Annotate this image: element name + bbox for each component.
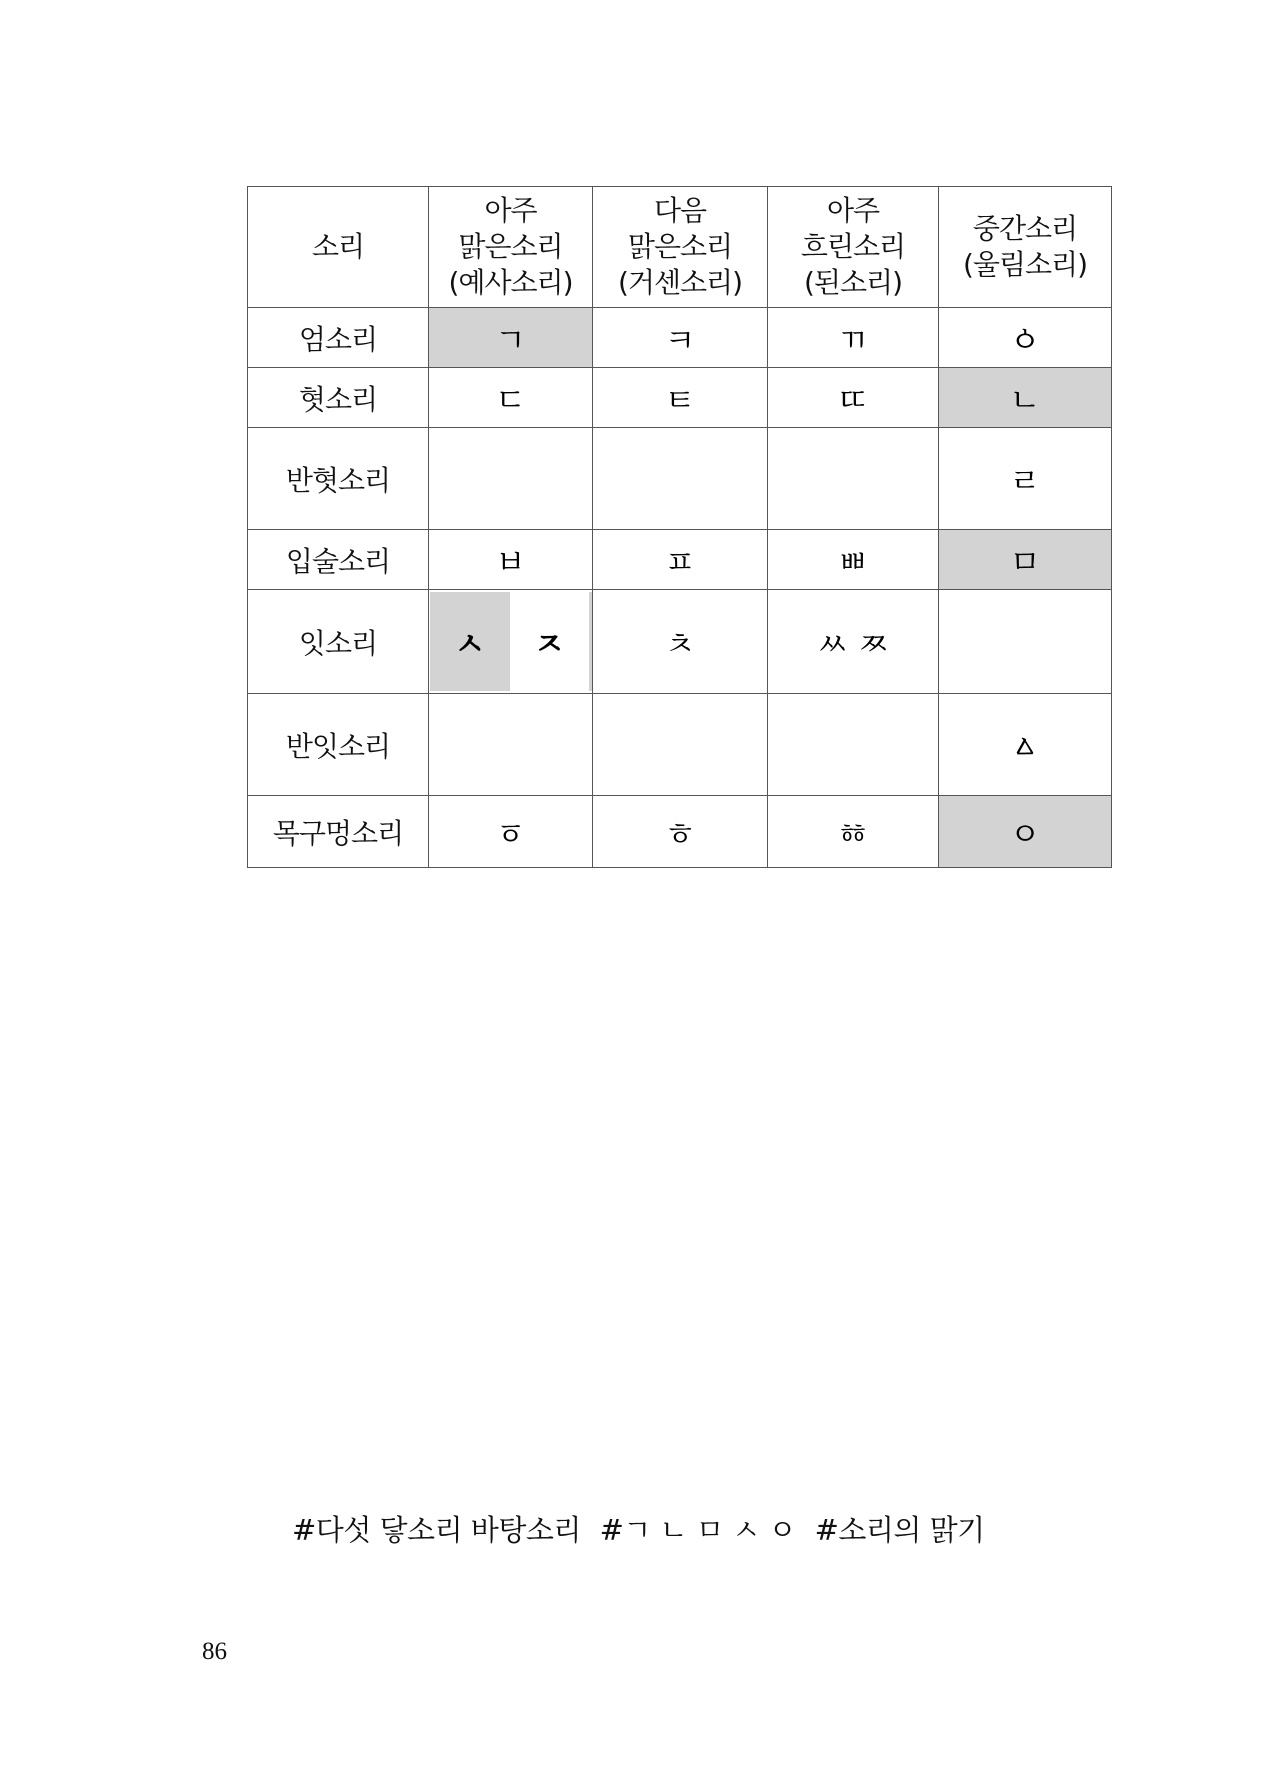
hashtag-caption <box>292 1508 985 1549</box>
header-sound <box>248 187 429 308</box>
jamo-siot: ㅅ <box>430 592 510 691</box>
jamo-cell: ㄴ <box>939 368 1112 428</box>
header-text: 아주 <box>484 194 537 227</box>
row-label: 반잇소리 <box>248 694 429 796</box>
hashtag: #소리의 맑기 <box>814 1513 985 1547</box>
header-text: 맑은소리 <box>627 230 733 263</box>
table-row <box>248 530 1112 590</box>
header-text: (울림소리) <box>962 248 1088 281</box>
table-row <box>248 694 1112 796</box>
header-resonant <box>939 187 1112 308</box>
header-tense <box>768 187 939 308</box>
jamo-cell <box>768 428 939 530</box>
jamo-cell <box>593 694 768 796</box>
jamo-cell: ㆁ <box>939 308 1112 368</box>
jamo-cell: ㆆ <box>429 796 593 868</box>
jamo-cell: ㄹ <box>939 428 1112 530</box>
jamo-cell: ㄸ <box>768 368 939 428</box>
jamo-cell: ㄱ <box>429 308 593 368</box>
jamo-cell: ㆅ <box>768 796 939 868</box>
table-row <box>248 368 1112 428</box>
jamo-split-cell <box>429 590 593 694</box>
row-label: 목구멍소리 <box>248 796 429 868</box>
jamo-cell: ㅌ <box>593 368 768 428</box>
header-text: 아주 <box>826 194 880 227</box>
consonant-sound-table <box>247 186 1112 868</box>
jamo-cell <box>939 590 1112 694</box>
row-label: 반혓소리 <box>248 428 429 530</box>
jamo-cell <box>429 428 593 530</box>
jamo-cell: ㅃ <box>768 530 939 590</box>
header-plain <box>429 187 593 308</box>
jamo-jieut: ㅈ <box>533 624 565 663</box>
hashtag: #ㄱ ㄴ ㅁ ㅅ ㅇ <box>599 1513 796 1547</box>
row-label: 잇소리 <box>248 590 429 694</box>
jamo-cell: ㄲ <box>768 308 939 368</box>
jamo-cell <box>768 694 939 796</box>
jamo-cell: ㅋ <box>593 308 768 368</box>
header-aspirated <box>593 187 768 308</box>
jamo-cell: ㅁ <box>939 530 1112 590</box>
header-text: (예사소리) <box>448 266 573 299</box>
table-row <box>248 428 1112 530</box>
jamo-cell: ㅇ <box>939 796 1112 868</box>
header-text: (된소리) <box>804 266 902 299</box>
jamo-cell <box>429 694 593 796</box>
table-row <box>248 308 1112 368</box>
table-row <box>248 590 1112 694</box>
page-number: 86 <box>202 1638 227 1665</box>
header-text: 다음 <box>653 194 707 227</box>
row-label: 엄소리 <box>248 308 429 368</box>
jamo-cell: ㅿ <box>939 694 1112 796</box>
row-label: 입술소리 <box>248 530 429 590</box>
jamo-cell: ㄷ <box>429 368 593 428</box>
jamo-cell: ㅆ ㅉ <box>768 590 939 694</box>
row-label: 혓소리 <box>248 368 429 428</box>
header-row <box>248 187 1112 308</box>
header-text: 맑은소리 <box>458 230 563 263</box>
header-text: 중간소리 <box>972 212 1078 245</box>
jamo-cell: ㅍ <box>593 530 768 590</box>
jamo-cell: ㅂ <box>429 530 593 590</box>
split-cell <box>429 590 592 693</box>
header-text: 소리 <box>311 230 365 263</box>
hashtag: #다섯 닿소리 바탕소리 <box>292 1513 581 1547</box>
jamo-cell: ㅎ <box>593 796 768 868</box>
table-row <box>248 796 1112 868</box>
header-text: 흐린소리 <box>800 230 906 263</box>
jamo-cell <box>593 428 768 530</box>
jamo-cell: ㅊ <box>593 590 768 694</box>
header-text: (거센소리) <box>617 266 743 299</box>
